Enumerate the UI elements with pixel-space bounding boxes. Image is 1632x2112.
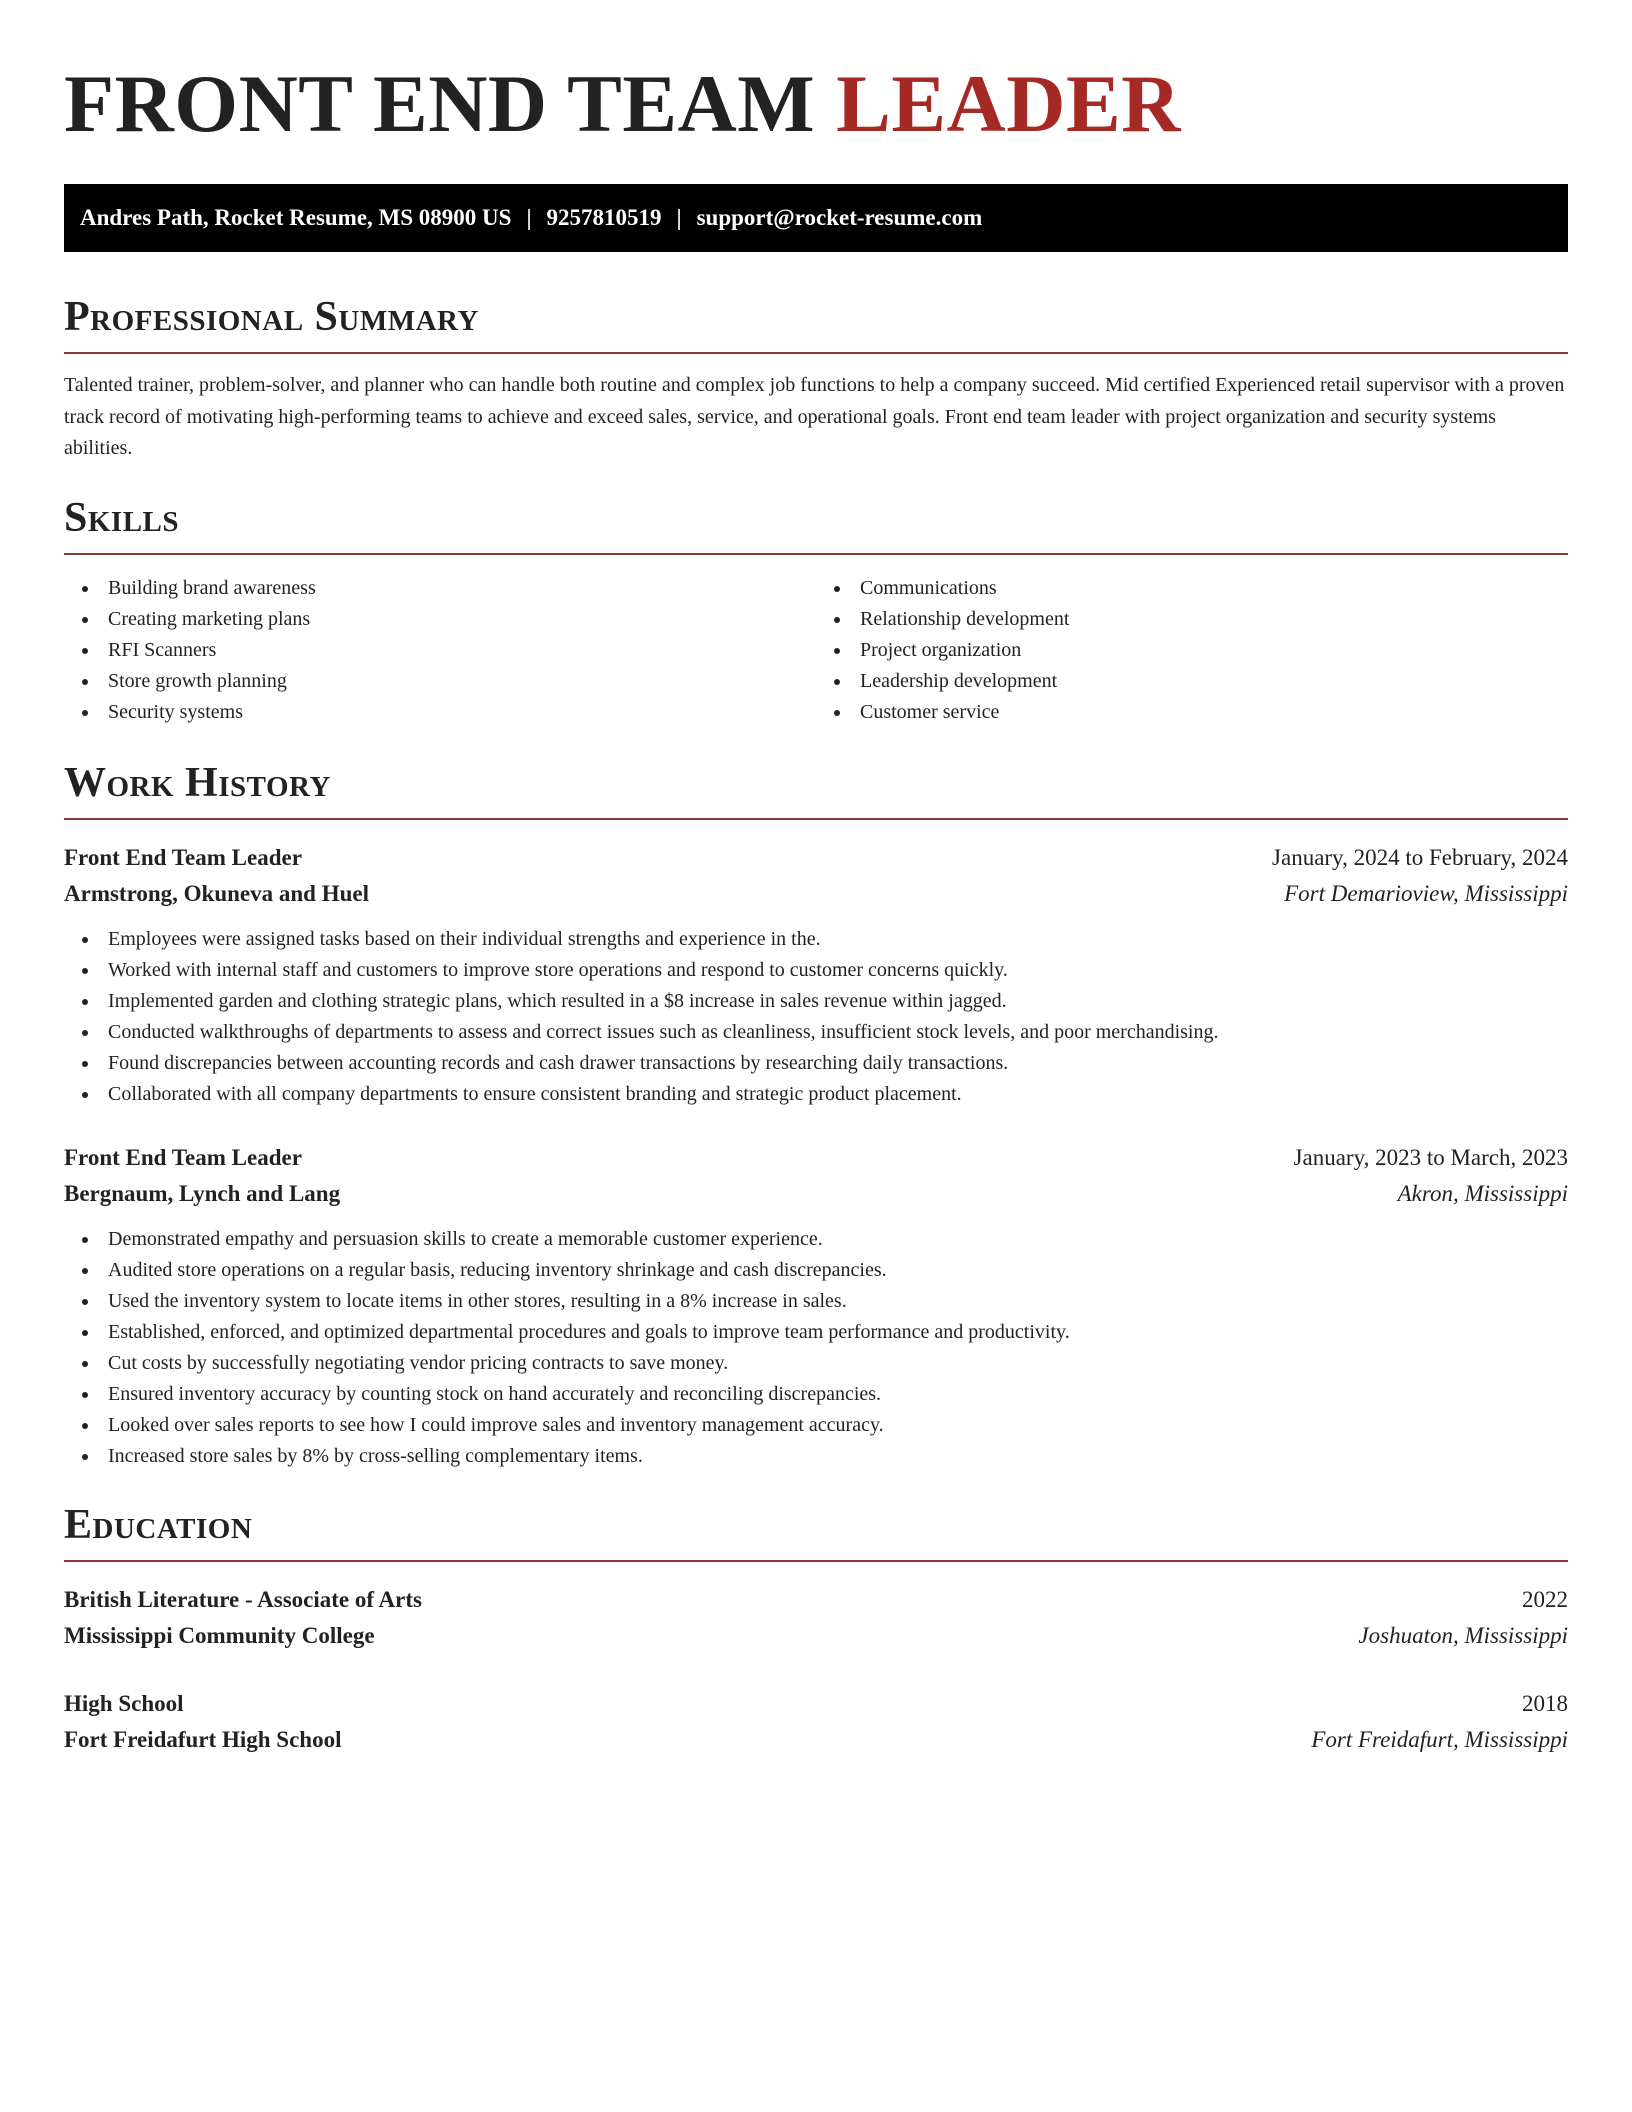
skill-item: Relationship development (816, 604, 1568, 635)
education-degree: British Literature - Associate of Arts (64, 1586, 422, 1612)
job-entry (64, 840, 1568, 1110)
education-school-row (64, 1618, 1568, 1654)
education-location: Fort Freidafurt, Mississippi (1311, 1726, 1568, 1752)
job-company-row (64, 1176, 1568, 1212)
skill-item: Customer service (816, 697, 1568, 728)
skills-heading: Skills (64, 493, 1568, 555)
education-header-row (64, 1686, 1568, 1722)
contact-email: support@rocket-resume.com (696, 205, 983, 230)
skills-column-right (816, 573, 1568, 728)
contact-bar (64, 184, 1568, 252)
job-company-row (64, 876, 1568, 912)
skill-item: Creating marketing plans (64, 604, 816, 635)
title-accent: LEADER (836, 58, 1181, 149)
job-dates: January, 2024 to February, 2024 (1272, 844, 1568, 870)
job-bullet: Cut costs by successfully negotiating vendor pricing contracts to save money. (64, 1348, 1568, 1379)
page-title (64, 56, 1568, 152)
job-bullet: Employees were assigned tasks based on their individual strengths and experience in the. (64, 924, 1568, 955)
education-school-row (64, 1722, 1568, 1758)
job-bullet: Looked over sales reports to see how I could improve sales and inventory management accuracy. (64, 1410, 1568, 1441)
job-bullet: Ensured inventory accuracy by counting stock on hand accurately and reconciling discrepancies. (64, 1379, 1568, 1410)
work-history-section (64, 758, 1568, 1472)
education-entry (64, 1582, 1568, 1654)
title-main: FRONT END TEAM (64, 58, 816, 149)
job-bullet: Audited store operations on a regular basis, reducing inventory shrinkage and cash discrepancies. (64, 1255, 1568, 1286)
summary-section (64, 292, 1568, 465)
job-header-row (64, 840, 1568, 876)
education-year: 2022 (1522, 1586, 1568, 1612)
job-location: Akron, Mississippi (1397, 1180, 1568, 1206)
job-location: Fort Demarioview, Mississippi (1284, 880, 1568, 906)
skill-item: Building brand awareness (64, 573, 816, 604)
job-bullet: Collaborated with all company departments to ensure consistent branding and strategic product placement. (64, 1079, 1568, 1110)
job-entry (64, 1140, 1568, 1472)
contact-phone: 9257810519 (546, 205, 662, 230)
work-history-heading: Work History (64, 758, 1568, 820)
skills-section (64, 493, 1568, 728)
skill-item: Store growth planning (64, 666, 816, 697)
education-degree: High School (64, 1690, 184, 1716)
job-bullets (64, 924, 1568, 1110)
skill-item: RFI Scanners (64, 635, 816, 666)
job-bullet: Implemented garden and clothing strategic plans, which resulted in a $8 increase in sales revenue within jagged. (64, 986, 1568, 1017)
education-school: Fort Freidafurt High School (64, 1726, 342, 1752)
job-bullet: Used the inventory system to locate items in other stores, resulting in a 8% increase in sales. (64, 1286, 1568, 1317)
contact-address: Andres Path, Rocket Resume, MS 08900 US (80, 205, 512, 230)
job-bullet: Worked with internal staff and customers to improve store operations and respond to customer concerns quickly. (64, 955, 1568, 986)
education-entry (64, 1686, 1568, 1758)
contact-separator: | (676, 205, 682, 230)
job-title: Front End Team Leader (64, 1144, 302, 1170)
skills-grid (64, 573, 1568, 728)
job-bullet: Found discrepancies between accounting records and cash drawer transactions by researching daily transactions. (64, 1048, 1568, 1079)
job-bullet: Demonstrated empathy and persuasion skills to create a memorable customer experience. (64, 1224, 1568, 1255)
contact-separator: | (526, 205, 532, 230)
job-company: Bergnaum, Lynch and Lang (64, 1180, 341, 1206)
job-company: Armstrong, Okuneva and Huel (64, 880, 370, 906)
job-bullets (64, 1224, 1568, 1472)
education-heading: Education (64, 1500, 1568, 1562)
skill-item: Project organization (816, 635, 1568, 666)
skill-item: Security systems (64, 697, 816, 728)
skill-item: Communications (816, 573, 1568, 604)
summary-heading: Professional Summary (64, 292, 1568, 354)
education-header-row (64, 1582, 1568, 1618)
education-year: 2018 (1522, 1690, 1568, 1716)
job-bullet: Increased store sales by 8% by cross-selling complementary items. (64, 1441, 1568, 1472)
job-bullet: Conducted walkthroughs of departments to assess and correct issues such as cleanliness, insufficient stock levels, and poor merchandising. (64, 1017, 1568, 1048)
job-header-row (64, 1140, 1568, 1176)
skills-column-left (64, 573, 816, 728)
education-location: Joshuaton, Mississippi (1358, 1622, 1568, 1648)
skill-item: Leadership development (816, 666, 1568, 697)
summary-text: Talented trainer, problem-solver, and planner who can handle both routine and complex job functions to help a company succeed. Mid certified Experienced retail supervisor with a proven track record of motivating high-performing teams to achieve and exceed sales, service, and operational goals. Front end team leader with project organization and security systems abilities. (64, 374, 1565, 459)
job-title: Front End Team Leader (64, 844, 302, 870)
job-dates: January, 2023 to March, 2023 (1293, 1144, 1568, 1170)
education-school: Mississippi Community College (64, 1622, 375, 1648)
job-bullet: Established, enforced, and optimized departmental procedures and goals to improve team performance and productivity. (64, 1317, 1568, 1348)
education-section (64, 1500, 1568, 1758)
